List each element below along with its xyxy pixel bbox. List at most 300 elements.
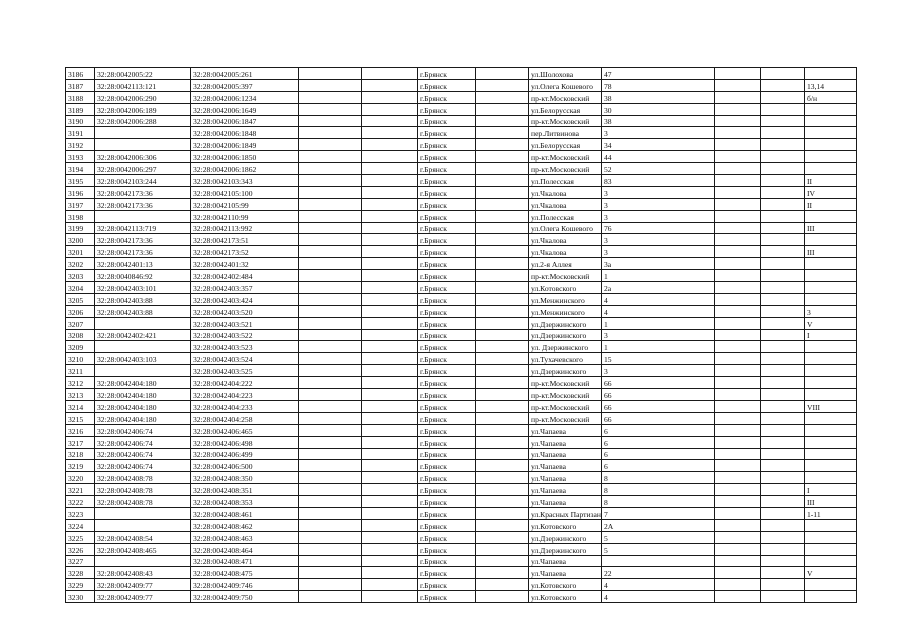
object-number-cell: 32:28:0042402:484 xyxy=(191,270,299,282)
house-number-cell: 3 xyxy=(601,210,714,222)
col-4-cell xyxy=(299,127,362,139)
col-10-cell xyxy=(714,293,760,305)
parcel-number-cell xyxy=(95,127,191,139)
col-5-cell xyxy=(362,139,418,151)
table-row xyxy=(66,91,857,103)
col-11-cell xyxy=(760,186,804,198)
table-row xyxy=(66,317,857,329)
table-row xyxy=(66,591,857,603)
col-4-cell xyxy=(299,591,362,603)
col-11-cell xyxy=(760,341,804,353)
house-number-cell: 22 xyxy=(601,567,714,579)
premises-number-cell: 13,14 xyxy=(804,79,856,91)
table-row xyxy=(66,365,857,377)
col-5-cell xyxy=(362,175,418,187)
col-11-cell xyxy=(760,258,804,270)
table-row xyxy=(66,507,857,519)
city-cell: г.Брянск xyxy=(418,186,476,198)
city-cell: г.Брянск xyxy=(418,115,476,127)
parcel-number-cell: 32:28:0042006:306 xyxy=(95,151,191,163)
col-5-cell xyxy=(362,496,418,508)
col-11-cell xyxy=(760,424,804,436)
table-row xyxy=(66,377,857,389)
col-7-cell xyxy=(476,91,529,103)
house-number-cell: 2а xyxy=(601,282,714,294)
col-4-cell xyxy=(299,507,362,519)
city-cell: г.Брянск xyxy=(418,305,476,317)
col-5-cell xyxy=(362,222,418,234)
city-cell: г.Брянск xyxy=(418,210,476,222)
table-row xyxy=(66,436,857,448)
col-5-cell xyxy=(362,400,418,412)
col-11-cell xyxy=(760,270,804,282)
col-5-cell xyxy=(362,567,418,579)
city-cell: г.Брянск xyxy=(418,163,476,175)
house-number-cell: 6 xyxy=(601,448,714,460)
col-5-cell xyxy=(362,115,418,127)
premises-number-cell xyxy=(804,139,856,151)
street-cell: ул.Чкалова xyxy=(529,246,602,258)
city-cell: г.Брянск xyxy=(418,175,476,187)
street-cell: ул.Дзержинского xyxy=(529,543,602,555)
table-row xyxy=(66,246,857,258)
street-cell: пр-кт.Московский xyxy=(529,389,602,401)
col-5-cell xyxy=(362,293,418,305)
row-number-cell: 3212 xyxy=(66,377,95,389)
premises-number-cell xyxy=(804,282,856,294)
street-cell: пр-кт.Московский xyxy=(529,400,602,412)
col-11-cell xyxy=(760,79,804,91)
object-number-cell: 32:28:0042403:520 xyxy=(191,305,299,317)
object-number-cell: 32:28:0042105:99 xyxy=(191,198,299,210)
object-number-cell: 32:28:0042006:1848 xyxy=(191,127,299,139)
street-cell: пр-кт.Московский xyxy=(529,151,602,163)
table-row xyxy=(66,400,857,412)
city-cell: г.Брянск xyxy=(418,543,476,555)
street-cell: ул.Чапаева xyxy=(529,496,602,508)
col-7-cell xyxy=(476,317,529,329)
col-4-cell xyxy=(299,460,362,472)
object-number-cell: 32:28:0042408:350 xyxy=(191,472,299,484)
col-7-cell xyxy=(476,531,529,543)
row-number-cell: 3193 xyxy=(66,151,95,163)
street-cell: пр-кт.Московский xyxy=(529,163,602,175)
row-number-cell: 3213 xyxy=(66,389,95,401)
parcel-number-cell: 32:28:0042113:121 xyxy=(95,79,191,91)
table-row xyxy=(66,543,857,555)
row-number-cell: 3201 xyxy=(66,246,95,258)
col-4-cell xyxy=(299,234,362,246)
street-cell: ул.Полесская xyxy=(529,175,602,187)
street-cell: ул.Менжинского xyxy=(529,293,602,305)
street-cell: ул.Чапаева xyxy=(529,436,602,448)
row-number-cell: 3230 xyxy=(66,591,95,603)
premises-number-cell: VIII xyxy=(804,400,856,412)
col-4-cell xyxy=(299,496,362,508)
street-cell: ул.Полесская xyxy=(529,210,602,222)
col-10-cell xyxy=(714,412,760,424)
col-4-cell xyxy=(299,389,362,401)
premises-number-cell: б/н xyxy=(804,91,856,103)
object-number-cell: 32:28:0042113:992 xyxy=(191,222,299,234)
house-number-cell: 1 xyxy=(601,270,714,282)
premises-number-cell xyxy=(804,424,856,436)
col-11-cell xyxy=(760,317,804,329)
house-number-cell: 3 xyxy=(601,246,714,258)
col-10-cell xyxy=(714,579,760,591)
street-cell: ул.Чапаева xyxy=(529,567,602,579)
parcel-number-cell xyxy=(95,365,191,377)
col-7-cell xyxy=(476,424,529,436)
table-row xyxy=(66,115,857,127)
col-7-cell xyxy=(476,365,529,377)
col-10-cell xyxy=(714,317,760,329)
col-7-cell xyxy=(476,175,529,187)
parcel-number-cell: 32:28:0042173:36 xyxy=(95,234,191,246)
table-row xyxy=(66,353,857,365)
object-number-cell: 32:28:0042006:1862 xyxy=(191,163,299,175)
parcel-number-cell: 32:28:0042406:74 xyxy=(95,436,191,448)
col-10-cell xyxy=(714,567,760,579)
col-11-cell xyxy=(760,91,804,103)
col-4-cell xyxy=(299,341,362,353)
street-cell: ул.Шолохова xyxy=(529,68,602,80)
table-row xyxy=(66,555,857,567)
col-11-cell xyxy=(760,234,804,246)
col-10-cell xyxy=(714,543,760,555)
street-cell: ул.Котовского xyxy=(529,519,602,531)
premises-number-cell xyxy=(804,258,856,270)
street-cell: пр-кт.Московский xyxy=(529,377,602,389)
col-5-cell xyxy=(362,472,418,484)
row-number-cell: 3194 xyxy=(66,163,95,175)
col-5-cell xyxy=(362,103,418,115)
object-number-cell: 32:28:0042401:32 xyxy=(191,258,299,270)
city-cell: г.Брянск xyxy=(418,293,476,305)
col-11-cell xyxy=(760,579,804,591)
city-cell: г.Брянск xyxy=(418,507,476,519)
object-number-cell: 32:28:0042408:464 xyxy=(191,543,299,555)
object-number-cell: 32:28:0042005:397 xyxy=(191,79,299,91)
parcel-number-cell xyxy=(95,210,191,222)
premises-number-cell xyxy=(804,210,856,222)
city-cell: г.Брянск xyxy=(418,282,476,294)
street-cell: ул.Дзержинского xyxy=(529,329,602,341)
premises-number-cell: I xyxy=(804,329,856,341)
col-7-cell xyxy=(476,329,529,341)
col-5-cell xyxy=(362,424,418,436)
object-number-cell: 32:28:0042406:465 xyxy=(191,424,299,436)
col-4-cell xyxy=(299,210,362,222)
parcel-number-cell: 32:28:0042406:74 xyxy=(95,460,191,472)
col-7-cell xyxy=(476,472,529,484)
col-10-cell xyxy=(714,151,760,163)
premises-number-cell xyxy=(804,436,856,448)
col-5-cell xyxy=(362,448,418,460)
col-4-cell xyxy=(299,103,362,115)
col-7-cell xyxy=(476,151,529,163)
premises-number-cell: III xyxy=(804,246,856,258)
row-number-cell: 3191 xyxy=(66,127,95,139)
registry-table-body xyxy=(66,68,857,603)
table-row xyxy=(66,222,857,234)
col-7-cell xyxy=(476,353,529,365)
row-number-cell: 3207 xyxy=(66,317,95,329)
premises-number-cell xyxy=(804,448,856,460)
premises-number-cell xyxy=(804,519,856,531)
city-cell: г.Брянск xyxy=(418,198,476,210)
city-cell: г.Брянск xyxy=(418,68,476,80)
premises-number-cell xyxy=(804,460,856,472)
col-4-cell xyxy=(299,424,362,436)
parcel-number-cell xyxy=(95,555,191,567)
street-cell: пер.Литвинова xyxy=(529,127,602,139)
city-cell: г.Брянск xyxy=(418,484,476,496)
row-number-cell: 3216 xyxy=(66,424,95,436)
col-4-cell xyxy=(299,353,362,365)
house-number-cell: 5 xyxy=(601,531,714,543)
object-number-cell: 32:28:0042408:353 xyxy=(191,496,299,508)
col-4-cell xyxy=(299,115,362,127)
row-number-cell: 3203 xyxy=(66,270,95,282)
col-11-cell xyxy=(760,412,804,424)
row-number-cell: 3192 xyxy=(66,139,95,151)
col-10-cell xyxy=(714,531,760,543)
col-5-cell xyxy=(362,305,418,317)
premises-number-cell xyxy=(804,341,856,353)
house-number-cell: 6 xyxy=(601,436,714,448)
table-row xyxy=(66,234,857,246)
col-11-cell xyxy=(760,305,804,317)
col-5-cell xyxy=(362,484,418,496)
object-number-cell: 32:28:0042408:475 xyxy=(191,567,299,579)
premises-number-cell xyxy=(804,103,856,115)
premises-number-cell xyxy=(804,472,856,484)
street-cell: ул.Менжинского xyxy=(529,305,602,317)
city-cell: г.Брянск xyxy=(418,258,476,270)
house-number-cell: 2А xyxy=(601,519,714,531)
row-number-cell: 3209 xyxy=(66,341,95,353)
col-5-cell xyxy=(362,127,418,139)
row-number-cell: 3195 xyxy=(66,175,95,187)
col-4-cell xyxy=(299,163,362,175)
city-cell: г.Брянск xyxy=(418,103,476,115)
col-11-cell xyxy=(760,198,804,210)
col-10-cell xyxy=(714,222,760,234)
row-number-cell: 3208 xyxy=(66,329,95,341)
col-7-cell xyxy=(476,543,529,555)
col-4-cell xyxy=(299,293,362,305)
house-number-cell: 76 xyxy=(601,222,714,234)
premises-number-cell xyxy=(804,579,856,591)
col-5-cell xyxy=(362,460,418,472)
table-row xyxy=(66,210,857,222)
col-4-cell xyxy=(299,270,362,282)
object-number-cell: 32:28:0042006:1234 xyxy=(191,91,299,103)
col-7-cell xyxy=(476,222,529,234)
street-cell: ул.Белорусская xyxy=(529,103,602,115)
col-5-cell xyxy=(362,317,418,329)
col-10-cell xyxy=(714,472,760,484)
city-cell: г.Брянск xyxy=(418,460,476,472)
object-number-cell: 32:28:0042406:499 xyxy=(191,448,299,460)
parcel-number-cell: 32:28:0042006:189 xyxy=(95,103,191,115)
col-10-cell xyxy=(714,139,760,151)
street-cell: ул.Дзержинского xyxy=(529,365,602,377)
parcel-number-cell xyxy=(95,519,191,531)
house-number-cell: 8 xyxy=(601,484,714,496)
col-10-cell xyxy=(714,186,760,198)
house-number-cell: 30 xyxy=(601,103,714,115)
street-cell: ул.Чапаева xyxy=(529,555,602,567)
table-row xyxy=(66,163,857,175)
street-cell: ул.2-я Аллея xyxy=(529,258,602,270)
row-number-cell: 3221 xyxy=(66,484,95,496)
object-number-cell: 32:28:0042110:99 xyxy=(191,210,299,222)
street-cell: ул.Дзержинского xyxy=(529,531,602,543)
col-7-cell xyxy=(476,567,529,579)
row-number-cell: 3196 xyxy=(66,186,95,198)
city-cell: г.Брянск xyxy=(418,436,476,448)
col-5-cell xyxy=(362,198,418,210)
object-number-cell: 32:28:0042406:498 xyxy=(191,436,299,448)
object-number-cell: 32:28:0042403:525 xyxy=(191,365,299,377)
city-cell: г.Брянск xyxy=(418,365,476,377)
table-row xyxy=(66,484,857,496)
object-number-cell: 32:28:0042006:1847 xyxy=(191,115,299,127)
house-number-cell: 1 xyxy=(601,341,714,353)
parcel-number-cell: 32:28:0042402:421 xyxy=(95,329,191,341)
col-4-cell xyxy=(299,579,362,591)
col-10-cell xyxy=(714,79,760,91)
parcel-number-cell: 32:28:0042403:88 xyxy=(95,305,191,317)
parcel-number-cell: 32:28:0042006:288 xyxy=(95,115,191,127)
street-cell: пр-кт.Московский xyxy=(529,115,602,127)
col-7-cell xyxy=(476,258,529,270)
col-4-cell xyxy=(299,151,362,163)
parcel-number-cell: 32:28:0042006:290 xyxy=(95,91,191,103)
col-5-cell xyxy=(362,591,418,603)
col-4-cell xyxy=(299,365,362,377)
col-7-cell xyxy=(476,210,529,222)
house-number-cell: 7 xyxy=(601,507,714,519)
col-5-cell xyxy=(362,555,418,567)
col-11-cell xyxy=(760,293,804,305)
col-10-cell xyxy=(714,305,760,317)
object-number-cell: 32:28:0042409:746 xyxy=(191,579,299,591)
col-5-cell xyxy=(362,68,418,80)
street-cell: ул.Тухачевского xyxy=(529,353,602,365)
col-11-cell xyxy=(760,329,804,341)
col-11-cell xyxy=(760,282,804,294)
col-4-cell xyxy=(299,175,362,187)
city-cell: г.Брянск xyxy=(418,567,476,579)
street-cell: ул.Белорусская xyxy=(529,139,602,151)
city-cell: г.Брянск xyxy=(418,400,476,412)
col-10-cell xyxy=(714,270,760,282)
col-4-cell xyxy=(299,282,362,294)
col-11-cell xyxy=(760,115,804,127)
col-10-cell xyxy=(714,282,760,294)
col-11-cell xyxy=(760,68,804,80)
col-4-cell xyxy=(299,317,362,329)
premises-number-cell: IV xyxy=(804,186,856,198)
table-row xyxy=(66,531,857,543)
object-number-cell: 32:28:0042408:463 xyxy=(191,531,299,543)
premises-number-cell xyxy=(804,151,856,163)
premises-number-cell xyxy=(804,163,856,175)
table-row xyxy=(66,460,857,472)
col-11-cell xyxy=(760,531,804,543)
col-11-cell xyxy=(760,353,804,365)
premises-number-cell: III xyxy=(804,222,856,234)
table-row xyxy=(66,198,857,210)
house-number-cell xyxy=(601,555,714,567)
col-5-cell xyxy=(362,246,418,258)
row-number-cell: 3228 xyxy=(66,567,95,579)
col-7-cell xyxy=(476,412,529,424)
row-number-cell: 3186 xyxy=(66,68,95,80)
house-number-cell: 6 xyxy=(601,424,714,436)
house-number-cell: 5 xyxy=(601,543,714,555)
table-row xyxy=(66,341,857,353)
col-5-cell xyxy=(362,389,418,401)
city-cell: г.Брянск xyxy=(418,353,476,365)
city-cell: г.Брянск xyxy=(418,79,476,91)
row-number-cell: 3206 xyxy=(66,305,95,317)
col-5-cell xyxy=(362,531,418,543)
object-number-cell: 32:28:0042103:343 xyxy=(191,175,299,187)
house-number-cell: 1 xyxy=(601,317,714,329)
col-4-cell xyxy=(299,531,362,543)
col-10-cell xyxy=(714,591,760,603)
object-number-cell: 32:28:0042403:357 xyxy=(191,282,299,294)
city-cell: г.Брянск xyxy=(418,234,476,246)
parcel-number-cell: 32:28:0042404:180 xyxy=(95,400,191,412)
premises-number-cell: V xyxy=(804,317,856,329)
parcel-number-cell: 32:28:0042406:74 xyxy=(95,424,191,436)
col-11-cell xyxy=(760,448,804,460)
col-11-cell xyxy=(760,365,804,377)
col-7-cell xyxy=(476,127,529,139)
col-11-cell xyxy=(760,436,804,448)
col-10-cell xyxy=(714,555,760,567)
col-7-cell xyxy=(476,377,529,389)
col-10-cell xyxy=(714,115,760,127)
street-cell: ул.Чапаева xyxy=(529,472,602,484)
col-5-cell xyxy=(362,79,418,91)
col-7-cell xyxy=(476,103,529,115)
col-5-cell xyxy=(362,91,418,103)
street-cell: ул.Котовского xyxy=(529,579,602,591)
city-cell: г.Брянск xyxy=(418,531,476,543)
col-5-cell xyxy=(362,507,418,519)
col-11-cell xyxy=(760,507,804,519)
col-5-cell xyxy=(362,365,418,377)
parcel-number-cell: 32:28:0042408:43 xyxy=(95,567,191,579)
col-5-cell xyxy=(362,234,418,246)
row-number-cell: 3189 xyxy=(66,103,95,115)
col-10-cell xyxy=(714,163,760,175)
row-number-cell: 3205 xyxy=(66,293,95,305)
row-number-cell: 3200 xyxy=(66,234,95,246)
house-number-cell: 3а xyxy=(601,258,714,270)
house-number-cell: 3 xyxy=(601,186,714,198)
premises-number-cell: II xyxy=(804,198,856,210)
col-4-cell xyxy=(299,329,362,341)
col-10-cell xyxy=(714,341,760,353)
col-11-cell xyxy=(760,139,804,151)
